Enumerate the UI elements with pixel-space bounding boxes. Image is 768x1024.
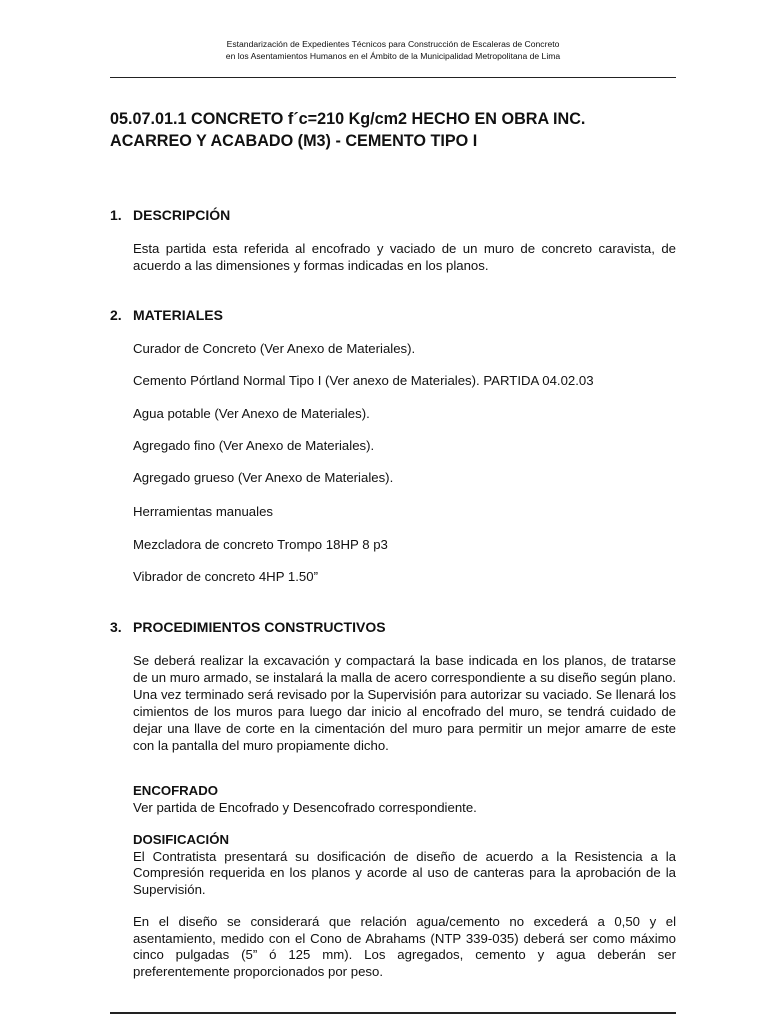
section-title: DESCRIPCIÓN <box>133 207 231 223</box>
header-line-1: Estandarización de Expedientes Técnicos para Construcción de Escaleras de Concreto <box>226 39 560 49</box>
material-item: Curador de Concreto (Ver Anexo de Materiales). <box>133 341 416 356</box>
section-number: 3. <box>110 619 122 635</box>
material-item: Agregado fino (Ver Anexo de Materiales). <box>133 438 375 453</box>
section-title: PROCEDIMIENTOS CONSTRUCTIVOS <box>133 619 386 635</box>
dosificacion-text: El Contratista presentará su dosificación de diseño de acuerdo a la Resistencia a la Compresión requerida en los planos y acorde al uso de canteras para la aprobación de la Supervisión. <box>133 848 676 897</box>
section-materiales-heading <box>110 306 676 324</box>
diseno-paragraph: En el diseño se considerará que relación agua/cemento no excederá a 0,50 y el asentamiento, medido con el Cono de Abrahams (NTP 339-035) deberá ser como máximo cinco pulgadas (5” ó 125 mm). Los agregados, cemento y agua deberán ser preferentemente proporcionados por peso. <box>133 914 676 979</box>
encofrado-subtitle: ENCOFRADO <box>133 783 218 798</box>
material-item: Cemento Pórtland Normal Tipo I (Ver anexo de Materiales). PARTIDA 04.02.03 <box>133 373 594 388</box>
title-line-2: ACARREO Y ACABADO (M3) - CEMENTO TIPO I <box>110 132 478 150</box>
document-title <box>110 108 676 152</box>
footer-rule <box>110 1012 676 1014</box>
descripcion-paragraph: Esta partida esta referida al encofrado y vaciado de un muro de concreto caravista, de acuerdo a las dimensiones y formas indicadas en los planos. <box>133 241 676 273</box>
dosificacion-subtitle: DOSIFICACIÓN <box>133 832 229 847</box>
title-line-1: 05.07.01.1 CONCRETO f´c=210 Kg/cm2 HECHO EN OBRA INC. <box>110 110 586 128</box>
encofrado-block <box>133 783 676 816</box>
material-item: Vibrador de concreto 4HP 1.50” <box>133 569 318 584</box>
section-descripcion-heading <box>110 206 676 224</box>
material-item: Mezcladora de concreto Trompo 18HP 8 p3 <box>133 537 388 552</box>
material-item: Agregado grueso (Ver Anexo de Materiales). <box>133 470 394 485</box>
section-procedimientos-heading <box>110 618 676 636</box>
section-number: 2. <box>110 307 122 323</box>
material-item: Herramientas manuales <box>133 504 273 519</box>
material-item: Agua potable (Ver Anexo de Materiales). <box>133 406 370 421</box>
encofrado-text: Ver partida de Encofrado y Desencofrado correspondiente. <box>133 799 477 815</box>
procedimientos-paragraph: Se deberá realizar la excavación y compactará la base indicada en los planos, de tratarse de un muro armado, se instalará la malla de acero correspondiente a su diseño según plano. Una vez terminado será revisado por la Supervisión para autorizar su vaciado. Se llenará los cimientos de los muros para luego dar inicio al encofrado del muro, se tendrá cuidado de dejar una llave de corte en la cimentación del muro para permitir un mejor amarre de este con la pantalla del muro propiamente dicho. <box>133 653 676 753</box>
dosificacion-block <box>133 832 676 898</box>
header-line-2: en los Asentamientos Humanos en el Ámbito de la Municipalidad Metropolitana de Lima <box>225 51 561 61</box>
header-rule <box>110 77 676 78</box>
running-header <box>110 38 676 62</box>
section-number: 1. <box>110 207 122 223</box>
section-title: MATERIALES <box>133 307 223 323</box>
